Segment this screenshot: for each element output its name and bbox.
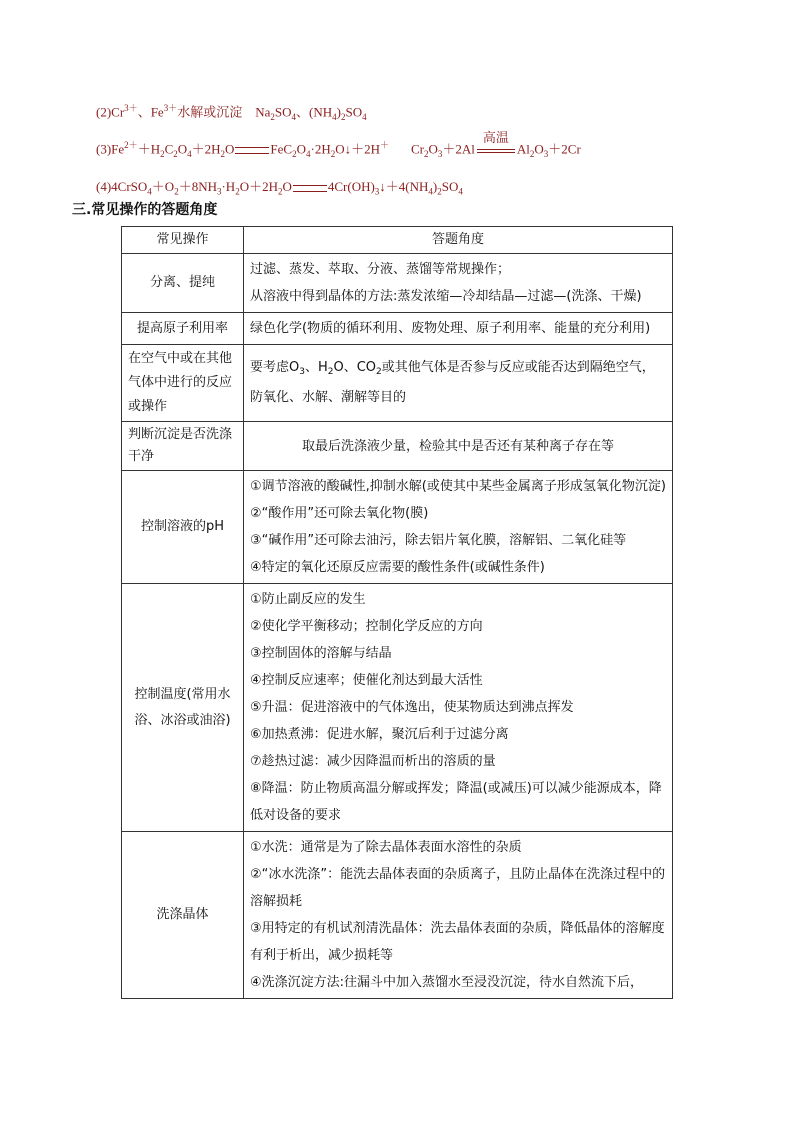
list-item: ⑤升温：促进溶液中的气体逸出，使某物质达到沸点挥发	[250, 700, 574, 715]
subscript: 3	[299, 367, 305, 377]
text-part: 、H	[304, 360, 328, 375]
list-item: ①调节溶液的酸碱性,抑制水解(或使其中某些金属离子形成氢氧化物沉淀)	[250, 479, 666, 494]
formula-part: SO	[441, 179, 459, 194]
list-item: ⑧降温：防止物质高温分解或挥发；降温(或减压)可以减少能源成本，降低对设备的要求	[250, 781, 662, 823]
equals-sign	[235, 147, 269, 154]
answer-number: (2)	[96, 104, 112, 120]
formula-part: Cr	[111, 104, 125, 120]
list-item: ④特定的氧化还原反应需要的酸性条件(或碱性条件)	[250, 560, 545, 575]
table-row	[122, 254, 673, 313]
answer-number: (4)	[96, 179, 112, 194]
formula-part: ＋2Cr	[548, 141, 581, 157]
formula-part: 4CrSO	[111, 179, 148, 194]
section-title: 三.常见操作的答题角度	[72, 202, 218, 218]
subscript: 2	[174, 186, 179, 197]
list-item: 绿色化学(物质的循环利用、废物处理、原子利用率、能量的充分利用)	[250, 321, 651, 336]
formula-part: O↓＋2H	[335, 141, 380, 157]
operation-cell: 控制溶液的pH	[122, 471, 244, 584]
answer-number: (3)	[96, 141, 112, 157]
formula-part: ·2H	[310, 141, 331, 157]
list-item: 从溶液中得到晶体的方法:蒸发浓缩—冷却结晶—过滤—(洗涤、干燥)	[250, 289, 642, 304]
subscript: 4	[362, 111, 367, 122]
subscript: 2	[292, 148, 297, 159]
operation-cell: 分离、提纯	[122, 254, 244, 313]
subscript: 2	[424, 148, 429, 159]
list-item: ①防止副反应的发生	[250, 592, 366, 607]
formula-part: Al	[516, 141, 530, 157]
text-part: 或其他气体是否参与反应或能否达到隔绝空气，防氧化、水解、潮解等目的	[250, 360, 655, 405]
angle-cell	[244, 471, 673, 584]
subscript: 2	[277, 186, 283, 197]
formula-part: FeC	[270, 141, 293, 157]
header-angle: 答题角度	[244, 227, 673, 254]
table-row	[122, 832, 673, 999]
operations-table	[121, 226, 673, 999]
list-item: ④洗涤沉淀方法:往漏斗中加入蒸馏水至浸没沉淀，待水自然流下后，	[250, 975, 644, 990]
formula-part: O	[534, 141, 544, 157]
text-part: O、CO	[333, 360, 377, 375]
subscript: 4	[187, 148, 192, 159]
subscript: 3	[437, 148, 443, 159]
formula-part: O	[225, 141, 235, 157]
formula-part: SO	[345, 104, 363, 120]
header-operation: 常见操作	[122, 227, 244, 254]
table-row	[122, 345, 673, 422]
reaction-condition	[477, 130, 515, 158]
answer-line-4	[96, 176, 463, 197]
list-item: ③控制固体的溶解与结晶	[250, 646, 392, 661]
operation-cell: 洗涤晶体	[122, 832, 244, 999]
subscript: 2	[160, 148, 165, 159]
charge: 2＋	[124, 140, 138, 150]
angle-cell	[244, 313, 673, 345]
subscript: 3	[216, 186, 222, 197]
equals-sign	[293, 185, 327, 192]
subscript: 4	[305, 148, 311, 159]
list-item: 取最后洗涤液少量，检验其中是否还有某种离子存在等	[301, 438, 614, 454]
formula-part: )	[336, 104, 341, 120]
subscript: 2	[173, 148, 178, 159]
separator: 、	[137, 104, 151, 120]
angle-cell	[244, 584, 673, 832]
charge: 3＋	[124, 103, 138, 113]
formula-part: ＋8NH	[178, 179, 217, 194]
formula-part: O	[296, 141, 306, 157]
subscript: 3	[374, 186, 380, 197]
answer-line-2	[96, 101, 367, 122]
operation-cell: 提高原子利用率	[122, 313, 244, 345]
list-item: ②使化学平衡移动；控制化学反应的方向	[250, 619, 483, 634]
subscript: 4	[147, 186, 152, 197]
formula-part: 、(NH	[296, 104, 333, 120]
formula-part: O	[177, 141, 188, 157]
formula-part: ↓＋4(NH	[379, 179, 429, 194]
angle-cell	[244, 832, 673, 999]
formula-part: Fe	[150, 104, 164, 120]
table-header-row	[122, 227, 673, 254]
subscript: 4	[332, 111, 337, 122]
list-item: 过滤、蒸发、萃取、分液、蒸馏等常规操作；	[250, 262, 511, 277]
answer-line-3	[96, 130, 581, 159]
formula-part: O	[428, 141, 438, 157]
formula-part: SO	[274, 104, 292, 120]
charge: 3＋	[163, 103, 178, 113]
subscript: 4	[291, 111, 297, 122]
list-item: ③用特定的有机试剂清洗晶体：洗去晶体表面的杂质，降低晶体的溶解度有利于析出，减少损耗等	[250, 921, 665, 963]
formula-part: )	[432, 179, 438, 194]
formula-part: ＋O	[151, 179, 175, 194]
table-row	[122, 584, 673, 832]
subscript: 4	[458, 186, 463, 197]
formula-part: O＋2H	[239, 179, 278, 194]
table-row	[122, 471, 673, 584]
formula-part: Cr	[411, 141, 424, 157]
formula-part: O	[282, 179, 292, 194]
list-item: ⑥加热煮沸：促进水解，聚沉后利于过滤分离	[250, 727, 509, 742]
subscript: 2	[376, 367, 382, 377]
subscript: 2	[220, 148, 226, 159]
list-item: ⑦趁热过滤：减少因降温而析出的溶质的量	[250, 754, 496, 769]
formula-part: C	[164, 141, 174, 157]
subscript: 2	[437, 186, 442, 197]
table-row	[122, 313, 673, 345]
formula-part: 4Cr(OH)	[327, 179, 375, 194]
charge: ＋	[379, 140, 389, 150]
formula-part: ·H	[221, 179, 236, 194]
text-part: 要考虑O	[250, 360, 300, 375]
list-item: ①水洗：通常是为了除去晶体表面水溶性的杂质	[250, 840, 522, 855]
subscript: 2	[235, 186, 240, 197]
operation-cell: 判断沉淀是否洗涤干净	[122, 422, 244, 471]
answer-text: 水解或沉淀 Na	[177, 104, 271, 120]
subscript: 2	[330, 148, 336, 159]
angle-cell	[244, 345, 673, 422]
angle-cell	[244, 254, 673, 313]
formula-part: ＋2H	[191, 141, 221, 157]
subscript: 2	[270, 111, 275, 122]
subscript: 2	[529, 148, 535, 159]
operation-cell: 控制温度(常用水浴、冰浴或油浴)	[122, 584, 244, 832]
formula-part: ＋2Al	[442, 141, 475, 157]
formula-part: ＋H	[137, 141, 161, 157]
subscript: 2	[340, 111, 346, 122]
list-item: ②“酸作用”还可除去氧化物(膜)	[250, 506, 429, 521]
subscript: 4	[428, 186, 433, 197]
list-item: ④控制反应速率；使催化剂达到最大活性	[250, 673, 483, 688]
table-row	[122, 422, 673, 471]
condition-label: 高温	[482, 130, 509, 146]
subscript: 3	[543, 148, 549, 159]
angle-cell	[244, 422, 673, 471]
list-item: ②“冰水洗涤”：能洗去晶体表面的杂质离子，且防止晶体在洗涤过程中的溶解损耗	[250, 867, 666, 909]
formula-part: Fe	[111, 141, 125, 157]
list-item: ③“碱作用”还可除去油污，除去铝片氧化膜，溶解铝、二氧化硅等	[250, 533, 627, 548]
operation-cell: 在空气中或在其他气体中进行的反应或操作	[122, 345, 244, 422]
subscript: 2	[327, 367, 334, 377]
